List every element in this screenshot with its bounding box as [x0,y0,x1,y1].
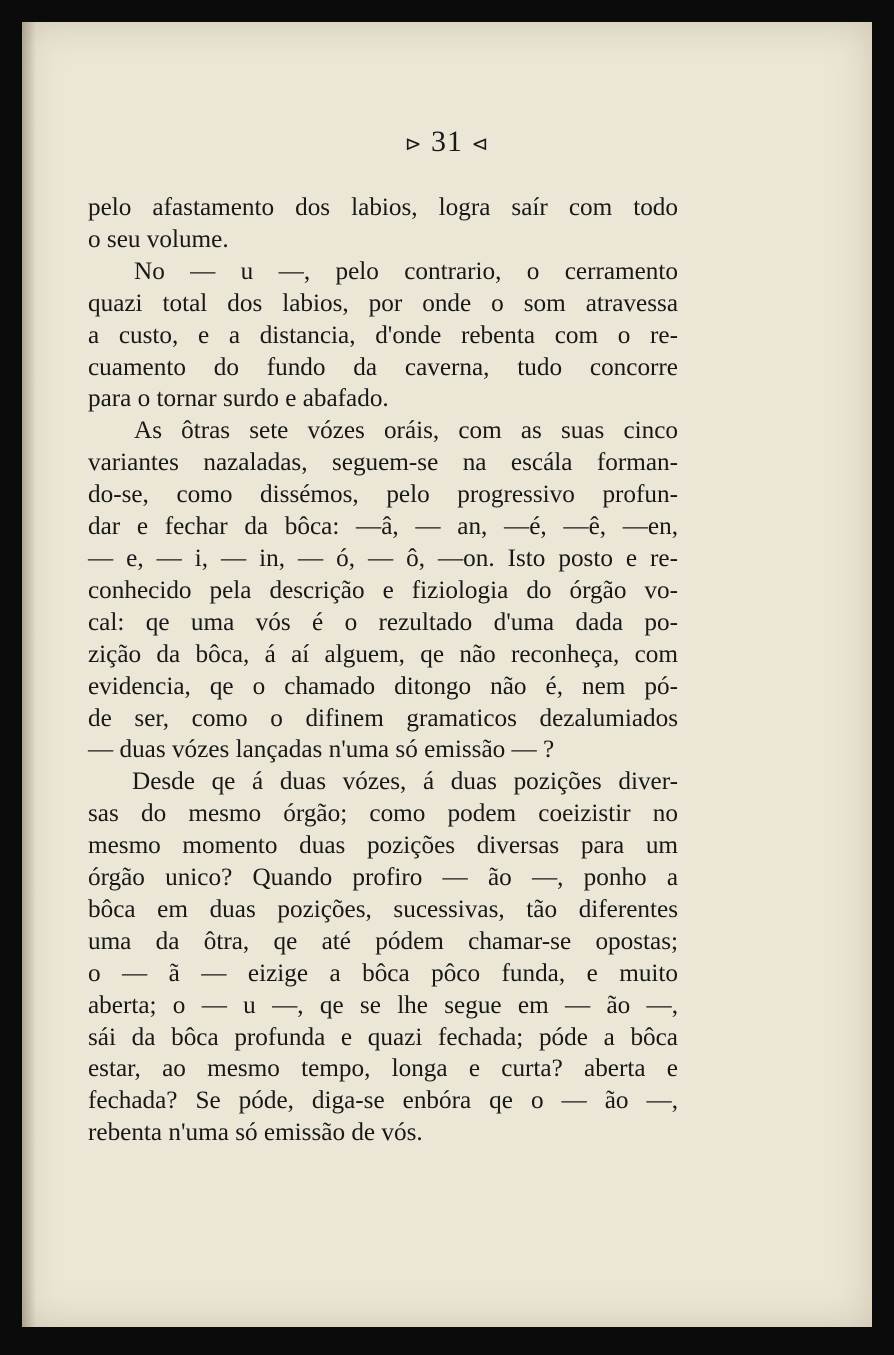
text-line: fechada? Se póde, diga-se enbóra qe o — ão —, [88,1087,678,1115]
text-line: pelo afastamento dos labios, logra saír com todo [88,194,678,221]
text-line: — e, — i, — in, — ó, — ô, —on. Isto posto e re- [88,544,678,572]
text-line: cuamento do fundo da caverna, tudo concorre [88,353,678,381]
text-line: sas do mesmo órgão; como podem coeizistir no [88,800,678,828]
text-line: — duas vózes lançadas n'uma só emissão — ? [88,736,555,764]
text-line: evidencia, qe o chamado ditongo não é, nem pó- [88,672,678,700]
text-line: aberta; o — u —, qe se lhe segue em — ão —, [88,991,678,1019]
text-line: No — u —, pelo contrario, o cerramento [134,257,678,285]
text-line: rebenta n'uma só emissão de vós. [88,1119,423,1147]
text-line: quazi total dos labios, por onde o som atravessa [88,289,678,317]
page-edge-shadow [22,22,36,1327]
page-header [22,125,872,159]
text-line: para o tornar surdo e abafado. [88,385,389,413]
text-line: uma da ôtra, qe até pódem chamar-se opostas; [88,927,678,955]
text-line: estar, ao mesmo tempo, longa e curta? aberta e [88,1055,678,1083]
text-line: conhecido pela descrição e fiziologia do órgão vo- [88,576,678,604]
text-line: cal: qe uma vós é o rezultado d'uma dada po- [88,608,678,636]
book-page [22,22,872,1327]
text-line: Desde qe á duas vózes, á duas pozições diver- [132,768,678,796]
text-line: o — ã — eizige a bôca pôco funda, e muito [88,959,678,987]
text-line: sái da bôca profunda e quazi fechada; póde a bôca [88,1023,678,1051]
text-line: do-se, como dissémos, pelo progressivo profun- [88,481,678,509]
text-line: mesmo momento duas pozições diversas para um [88,832,678,860]
text-line: variantes nazaladas, seguem-se na escála forman- [88,449,678,477]
text-line: As ôtras sete vózes oráis, com as suas cinco [134,417,678,445]
ornament-right-icon: ⊲ [471,133,490,156]
text-line: zição da bôca, á aí alguem, qe não reconheça, com [88,640,678,668]
text-line: de ser, como o difinem gramaticos dezalumiados [88,704,678,732]
text-line: o seu volume. [88,225,229,253]
text-line: bôca em duas pozições, sucessivas, tão diferentes [88,895,678,923]
text-line: dar e fechar da bôca: —â, — an, —é, —ê, —en, [88,513,678,541]
body-text [88,192,678,1149]
page-number: 31 [431,125,463,158]
ornament-left-icon: ⊳ [404,133,423,156]
text-line: órgão unico? Quando profiro — ão —, ponho a [88,864,678,892]
text-line: a custo, e a distancia, d'onde rebenta com o re- [88,321,678,349]
